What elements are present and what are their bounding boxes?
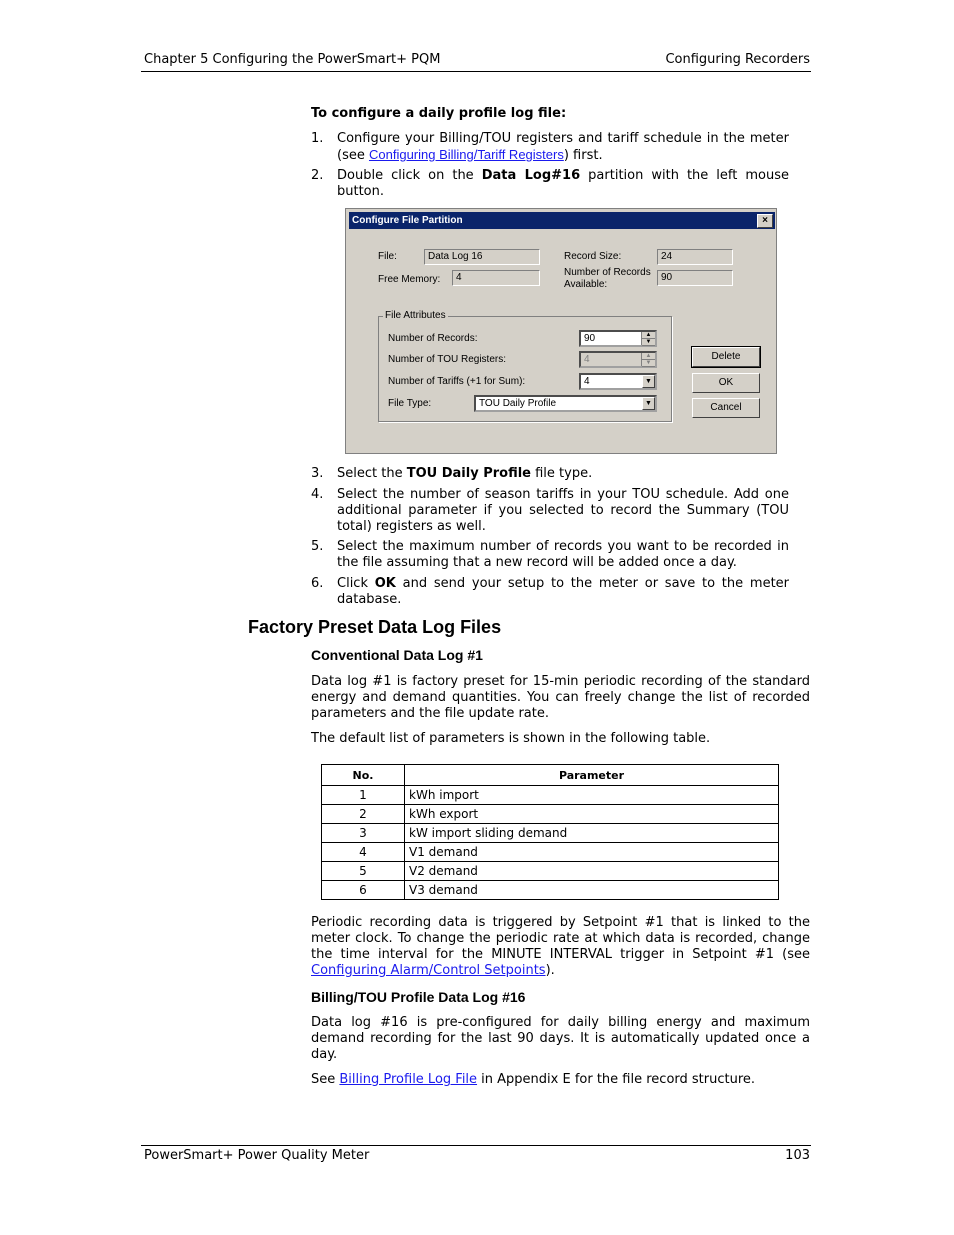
header-section: Configuring Recorders — [665, 52, 810, 67]
paragraph: See Billing Profile Log File in Appendix E for the file record structure. — [311, 1072, 756, 1087]
records-available-label-2: Available: — [564, 279, 608, 290]
cancel-button[interactable]: Cancel — [692, 398, 760, 418]
chevron-down-icon[interactable]: ▼ — [642, 397, 655, 410]
parameters-table — [321, 764, 779, 900]
table-row: 5 V2 demand — [322, 862, 779, 881]
spin-arrows-icon[interactable]: ▲ ▼ — [641, 353, 655, 366]
column-header-parameter: Parameter — [405, 765, 779, 786]
header-chapter: Chapter 5 Configuring the PowerSmart+ PQM — [144, 52, 441, 67]
number-of-tou-registers-label: Number of TOU Registers: — [388, 354, 507, 365]
dialog-title-bar: Configure File Partition × — [349, 212, 775, 229]
chevron-down-icon[interactable]: ▼ — [642, 375, 655, 388]
records-available-label: Number of Records — [564, 267, 651, 278]
page-number: 103 — [785, 1148, 810, 1163]
paragraph: Data log #1 is factory preset for 15-min periodic recording of the standard energy and demand quantities. You can freely change the list of recorded parameters and the file update rate. — [311, 674, 810, 721]
number-of-records-stepper[interactable]: 90 ▲ ▼ — [579, 330, 657, 347]
section-title: Factory Preset Data Log Files — [248, 617, 502, 637]
procedure-heading: To configure a daily profile log file: — [311, 106, 567, 121]
header-rule — [141, 71, 811, 72]
free-memory-field: 4 — [452, 270, 540, 286]
table-row: 3 kW import sliding demand — [322, 824, 779, 843]
subsection-title-data-log-16: Billing/TOU Profile Data Log #16 — [311, 989, 526, 1005]
table-row: 1 kWh import — [322, 786, 779, 805]
file-name-field: Data Log 16 — [424, 249, 540, 265]
link-alarm-control-setpoints[interactable]: Configuring Alarm/Control Setpoints — [311, 963, 546, 978]
record-size-label: Record Size: — [564, 251, 622, 262]
file-type-label: File Type: — [388, 398, 432, 409]
link-billing-profile-log-file[interactable]: Billing Profile Log File — [339, 1072, 478, 1087]
number-of-tariffs-label: Number of Tariffs (+1 for Sum): — [388, 376, 526, 387]
link-billing-tariff-registers[interactable]: Configuring Billing/Tariff Registers — [368, 147, 564, 162]
records-available-field: 90 — [657, 270, 733, 286]
number-of-records-label: Number of Records: — [388, 333, 478, 344]
table-row: 6 V3 demand — [322, 881, 779, 900]
file-type-select[interactable]: TOU Daily Profile ▼ — [474, 395, 657, 412]
number-of-tariffs-select[interactable]: 4 ▼ — [579, 373, 657, 390]
spin-arrows-icon[interactable]: ▲ ▼ — [641, 332, 655, 345]
free-memory-label: Free Memory: — [378, 274, 441, 285]
table-row: 2 kWh export — [322, 805, 779, 824]
file-label: File: — [378, 251, 397, 262]
paragraph: The default list of parameters is shown in the following table. — [311, 731, 711, 746]
file-attributes-label: File Attributes — [385, 310, 446, 321]
paragraph: Data log #16 is pre-configured for daily billing energy and maximum demand recording for the last 90 days. It is automatically updated once a day. — [311, 1015, 810, 1062]
footer-rule — [141, 1145, 811, 1146]
close-icon[interactable]: × — [757, 214, 773, 228]
table-row: 4 V1 demand — [322, 843, 779, 862]
record-size-field: 24 — [657, 249, 733, 265]
configure-file-partition-dialog — [345, 208, 777, 454]
footer-product: PowerSmart+ Power Quality Meter — [144, 1148, 370, 1163]
column-header-no: No. — [322, 765, 405, 786]
ok-button[interactable]: OK — [692, 373, 760, 393]
number-of-tou-registers-stepper[interactable]: 4 ▲ ▼ — [579, 351, 657, 368]
delete-button[interactable]: Delete — [692, 347, 760, 367]
subsection-title-data-log-1: Conventional Data Log #1 — [311, 647, 483, 663]
paragraph: Periodic recording data is triggered by Setpoint #1 that is linked to the meter clock. To change the periodic rate at which data is recorded, change the time interval for the MINUTE INTERVAL trigger in Setpoint #1 (see Configuring Alarm/Control Setpoints). — [311, 915, 810, 978]
